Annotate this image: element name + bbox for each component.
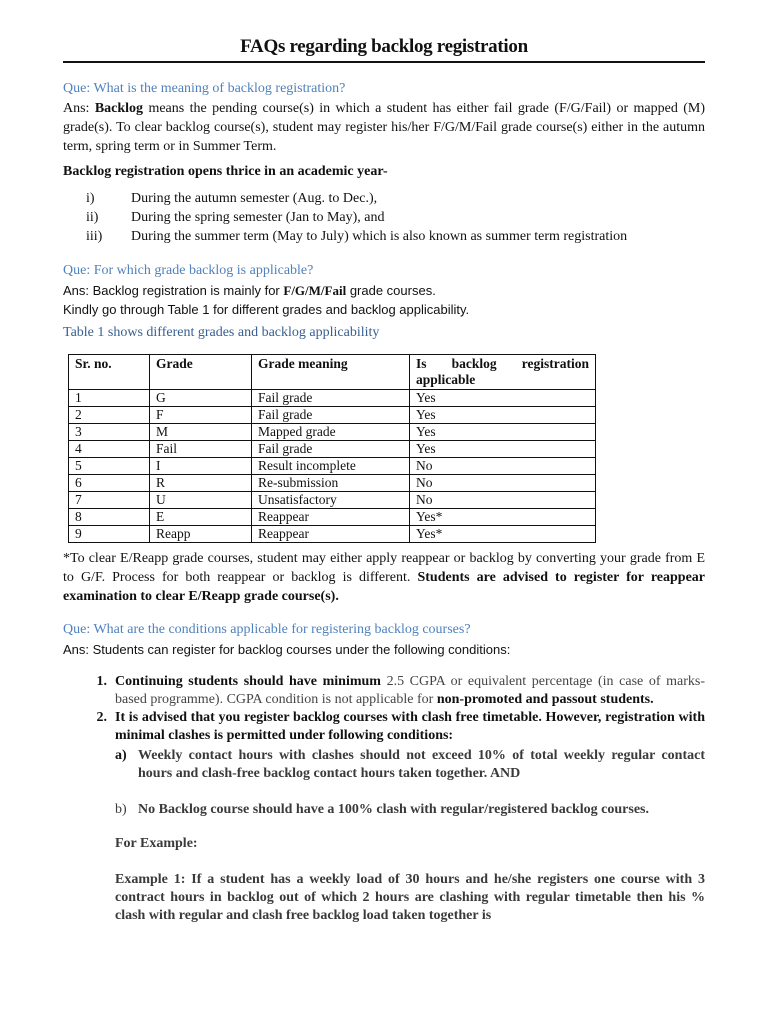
condition-bold: It is advised that you register backlog courses with clash free timetable. However, registration with minimal clashes is permitted under following conditions: bbox=[115, 710, 705, 743]
cell-grade: Reapp bbox=[150, 526, 252, 543]
cell-grade: E bbox=[150, 509, 252, 526]
condition-bold: Continuing students should have minimum bbox=[115, 674, 381, 689]
table-row bbox=[69, 441, 596, 458]
footnote bbox=[63, 549, 705, 606]
cell-grade: U bbox=[150, 492, 252, 509]
cell-grade: I bbox=[150, 458, 252, 475]
condition-text bbox=[107, 673, 705, 709]
list-item bbox=[63, 208, 705, 227]
table-body bbox=[69, 390, 596, 543]
page-title: FAQs regarding backlog registration bbox=[63, 36, 705, 63]
sub-label: b) bbox=[115, 802, 127, 817]
cell-backlog-applicable: Yes* bbox=[410, 526, 596, 543]
header-word: backlog bbox=[451, 356, 497, 371]
example-heading: For Example: bbox=[115, 836, 198, 851]
condition-bold: non-promoted and passout students. bbox=[436, 692, 654, 707]
cell-backlog-applicable: Yes* bbox=[410, 509, 596, 526]
cell-backlog-applicable: Yes bbox=[410, 441, 596, 458]
cell-sr-no: 9 bbox=[69, 526, 150, 543]
cell-backlog-applicable: Yes bbox=[410, 424, 596, 441]
header-grade: Grade bbox=[150, 355, 252, 390]
sub-item bbox=[115, 801, 705, 819]
cell-backlog-applicable: No bbox=[410, 475, 596, 492]
table-row bbox=[69, 475, 596, 492]
question-backlog-meaning: Que: What is the meaning of backlog registration? bbox=[63, 81, 346, 96]
cell-sr-no: 6 bbox=[69, 475, 150, 492]
cell-grade-meaning: Re-submission bbox=[252, 475, 410, 492]
cell-sr-no: 5 bbox=[69, 458, 150, 475]
cell-grade-meaning: Fail grade bbox=[252, 390, 410, 407]
footnote-text: *To clear E/Reapp grade courses, student may either apply reappear or backlog by converting your grade from E to G/F. Process for both reappear or backlog is different. bbox=[63, 551, 705, 585]
table-row bbox=[69, 424, 596, 441]
table-row bbox=[69, 492, 596, 509]
list-num: iii) bbox=[86, 229, 103, 244]
header-word: Is bbox=[416, 356, 427, 371]
sub-conditions bbox=[115, 747, 705, 819]
answer-prefix: Ans: Backlog registration is mainly for bbox=[63, 283, 284, 298]
question-grade-applicable: Que: For which grade backlog is applicable? bbox=[63, 263, 314, 278]
condition-item bbox=[63, 673, 705, 709]
conditions-list bbox=[63, 673, 705, 925]
answer-grade-line2: Kindly go through Table 1 for different grades and backlog applicability. bbox=[63, 302, 470, 317]
header-grade-meaning: Grade meaning bbox=[252, 355, 410, 390]
cell-grade: G bbox=[150, 390, 252, 407]
table-row bbox=[69, 509, 596, 526]
list-text: During the autumn semester (Aug. to Dec.), bbox=[131, 191, 378, 206]
list-text: During the spring semester (Jan to May), and bbox=[131, 210, 385, 225]
cell-sr-no: 2 bbox=[69, 407, 150, 424]
table-row bbox=[69, 390, 596, 407]
cell-backlog-applicable: No bbox=[410, 492, 596, 509]
cell-grade-meaning: Mapped grade bbox=[252, 424, 410, 441]
opens-heading: Backlog registration opens thrice in an academic year- bbox=[63, 164, 388, 179]
list-text: During the summer term (May to July) which is also known as summer term registration bbox=[131, 229, 628, 244]
cell-grade: Fail bbox=[150, 441, 252, 458]
table-row bbox=[69, 526, 596, 543]
condition-num: 2. bbox=[96, 710, 107, 725]
footnote-advice: Students are advised to register for reappear examination to clear E/Reapp grade course(s). bbox=[63, 570, 705, 604]
header-sr-no: Sr. no. bbox=[69, 355, 150, 390]
cell-sr-no: 1 bbox=[69, 390, 150, 407]
table-header-row bbox=[69, 355, 596, 390]
backlog-term: Backlog bbox=[94, 101, 144, 116]
sub-text: Weekly contact hours with clashes should not exceed 10% of total weekly regular contact hours and clash-free backlog contact hours taken together. AND bbox=[138, 748, 705, 781]
question-conditions: Que: What are the conditions applicable for registering backlog courses? bbox=[63, 622, 471, 637]
answer-suffix: grade courses. bbox=[346, 283, 436, 298]
cell-backlog-applicable: Yes bbox=[410, 390, 596, 407]
example-1: Example 1: If a student has a weekly load of 30 hours and he/she registers one course with 3 contract hours in backlog out of which 2 hours are clashing with regular timetable then his % clash with regular and clash free backlog load taken together is bbox=[115, 872, 705, 923]
table-row bbox=[69, 458, 596, 475]
cell-grade-meaning: Fail grade bbox=[252, 441, 410, 458]
cell-backlog-applicable: Yes bbox=[410, 407, 596, 424]
sub-item bbox=[115, 747, 705, 783]
cell-sr-no: 8 bbox=[69, 509, 150, 526]
table-caption: Table 1 shows different grades and backlog applicability bbox=[63, 325, 380, 340]
cell-grade: R bbox=[150, 475, 252, 492]
condition-text bbox=[107, 709, 705, 925]
sub-label: a) bbox=[115, 748, 127, 763]
answer-prefix: Ans: bbox=[63, 101, 95, 116]
document-page bbox=[63, 36, 705, 925]
cell-grade: M bbox=[150, 424, 252, 441]
cell-grade-meaning: Fail grade bbox=[252, 407, 410, 424]
answer-backlog-meaning bbox=[63, 99, 705, 156]
cell-grade-meaning: Result incomplete bbox=[252, 458, 410, 475]
table-row bbox=[69, 407, 596, 424]
condition-num: 1. bbox=[96, 674, 107, 689]
answer-conditions: Ans: Students can register for backlog courses under the following conditions: bbox=[63, 642, 511, 657]
cell-grade-meaning: Reappear bbox=[252, 526, 410, 543]
list-num: i) bbox=[86, 191, 95, 206]
cell-sr-no: 3 bbox=[69, 424, 150, 441]
list-item bbox=[63, 227, 705, 246]
header-backlog-applicable bbox=[410, 355, 596, 390]
answer-body: means the pending course(s) in which a student has either fail grade (F/G/Fail) or mapped (M) grade(s). To clear backlog course(s), student may register his/her F/G/M/Fail grade course(s) either in the autumn term, spring term or in Summer Term. bbox=[63, 101, 705, 154]
cell-sr-no: 4 bbox=[69, 441, 150, 458]
answer-grade-line1 bbox=[63, 281, 705, 300]
header-word: registration bbox=[521, 356, 589, 371]
header-word: applicable bbox=[416, 372, 476, 387]
grades-table bbox=[68, 354, 596, 543]
cell-backlog-applicable: No bbox=[410, 458, 596, 475]
condition-item bbox=[63, 709, 705, 925]
list-num: ii) bbox=[86, 210, 99, 225]
cell-grade-meaning: Unsatisfactory bbox=[252, 492, 410, 509]
term-list bbox=[63, 189, 705, 246]
condition-normal: 2.5 CGPA or equivalent percentage (in case of marks-based programme). CGPA condition is not applicable for bbox=[115, 674, 706, 707]
sub-text: No Backlog course should have a 100% clash with regular/registered backlog courses. bbox=[138, 802, 649, 817]
cell-sr-no: 7 bbox=[69, 492, 150, 509]
grade-list-bold: F/G/M/Fail bbox=[283, 283, 347, 298]
cell-grade: F bbox=[150, 407, 252, 424]
list-item bbox=[63, 189, 705, 208]
cell-grade-meaning: Reappear bbox=[252, 509, 410, 526]
